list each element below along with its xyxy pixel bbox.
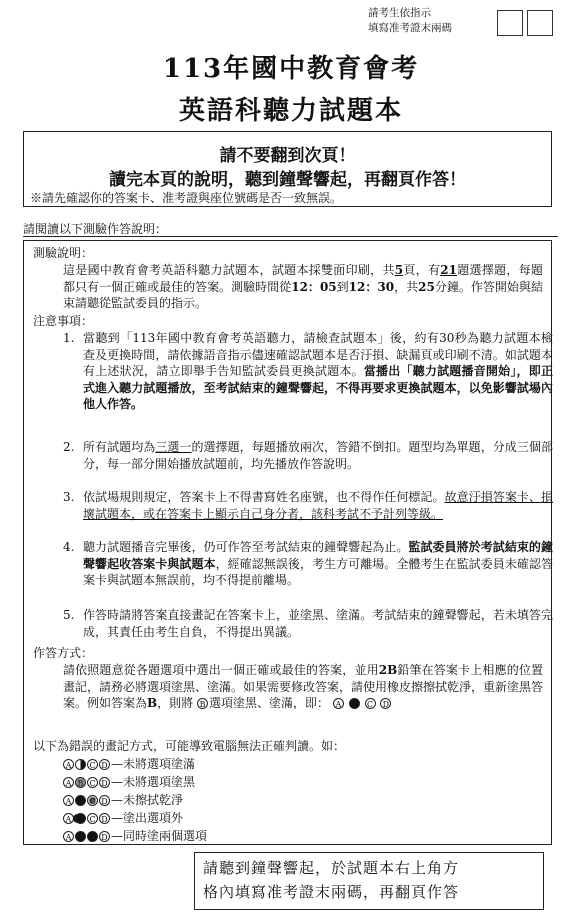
notice-line1: 請不要翻到次頁！	[219, 146, 356, 166]
error-example-2: A B C D —未將選項塗黑	[63, 774, 195, 791]
filled-bubble-icon	[75, 831, 86, 842]
top-note-line2: 填寫准考證末兩碼	[368, 22, 452, 34]
booklet-title: 英語科聽力試題本	[178, 96, 403, 126]
error-example-5: A D —同時塗兩個選項	[63, 828, 207, 845]
gray-bubble-icon: B	[75, 777, 86, 788]
read-note: 請閱讀以下測驗作答說明：	[23, 222, 168, 236]
notice-line3: ※請先確認你的答案卡、准考證與座位號碼是否一致無誤。	[30, 191, 343, 205]
bubble-d-icon: D	[380, 698, 391, 709]
exam-desc-text: 這是國中教育會考英語科聽力試題本，試題本採雙面印刷，共5頁，有21題選擇題，每題都只有一個正確或最佳的答案。測驗時間從12：05到12：30，共25分鐘。作答開始與結束請聽從監試委員的指示。	[63, 263, 543, 310]
digit-box-1[interactable]	[497, 10, 523, 36]
bubble-filled-icon	[349, 698, 360, 709]
bubble-a-icon: A	[333, 698, 344, 709]
error-example-1: A C D —未將選項塗滿	[63, 756, 195, 773]
notes-heading: 注意事項：	[33, 314, 94, 328]
filled-bubble-icon	[87, 831, 98, 842]
bottom-note-line2: 格內填寫准考證末兩碼，再翻頁作答	[203, 883, 460, 901]
error-example-3: A C D —未擦拭乾淨	[63, 792, 183, 809]
top-note-line1: 請考生依指示	[368, 7, 431, 19]
bubble-b-icon: B	[197, 698, 208, 709]
bubble-c-icon: C	[365, 698, 376, 709]
exam-title: 113年國中教育會考	[162, 54, 420, 84]
errors-heading: 以下為錯誤的畫記方式，可能導致電腦無法正確判讀。如：	[33, 739, 346, 753]
notice-box	[23, 131, 552, 207]
bottom-note-line1: 請聽到鐘聲響起，於試題本右上角方	[203, 859, 460, 877]
smudged-bubble-icon: C	[87, 795, 98, 806]
filled-bubble-icon	[75, 795, 86, 806]
digit-box-2[interactable]	[527, 10, 553, 36]
divider	[23, 236, 558, 237]
bottom-instruction-box	[194, 852, 544, 910]
exam-desc-heading: 測驗說明：	[33, 246, 94, 260]
notice-line2: 讀完本頁的說明，聽到鐘聲響起，再翻頁作答！	[109, 170, 466, 190]
answer-method-text: 請依照題意從各題選項中選出一個正確或最佳的答案，並用2B鉛筆在答案卡上相應的位置畫記，請務必將選項塗黑、塗滿。如果需要修改答案，請使用橡皮擦擦拭乾淨，重新塗黑答案。例如答案為B，則將 B 選項塗黑、塗滿，即： A C D	[63, 663, 544, 710]
answer-method-heading: 作答方式：	[33, 646, 94, 660]
instructions-box: 測驗說明： 這是國中教育會考英語科聽力試題本，試題本採雙面印刷，共5頁，有21題選擇題，每題都只有一個正確或最佳的答案。測驗時間從12：05到12：30，共25分鐘。作答開始與結束請聽從監試委員的指示。 注意事項： 1. 當聽到「113年國中教育會考英語聽力，請檢查試題本」後，約有30秒為聽力試題本檢查及更換時間，請依據語音指示儘速確認試題本是否汙損、缺漏頁或印刷不清。如試題本有上述狀況，請立即舉手告知監試委員更換試題本。當播出「聽力試題播音開始」，即正式進入聽力試題播放，至考試結束的鐘聲響起，不得再要求更換試題本，以免影響試場內他人作答。 2. 所有試題均為三選一的選擇題，每題播放兩次，答錯不倒扣。題型均為單題，分成三個部分，每一部分開始播放試題前，均先播放作答說明。 3. 依試場規則規定，答案卡上不得書寫姓名座號，也不得作任何標記。故意汙損答案卡、損壞試題本，或在答案卡上顯示自己身分者，該科考試不予計列等級。 4. 聽力試題播音完畢後，仍可作答至考試結束的鐘聲響起為止。監試委員將於考試結束的鐘聲響起收答案卡與試題本，經確認無誤後，考生方可離場。全體考生在監試委員未確認答案卡與試題本無誤前，均不得提前離場。 5. 作答時請將答案直接畫記在答案卡上，並塗黑、塗滿。考試結束的鐘聲響起，若未填答完成，其責任由考生自負，不得提出異議。 作答方式： 請依照題意從各題選項中選出一個正確或最佳的答案，並用2B鉛筆在答案卡上相應的位置畫記，請務必將選項塗黑、塗滿。如果需要修改答案，請使用橡皮擦擦拭乾淨，重新塗黑答案。例如答案為B，則將 B 選項塗黑、塗滿，即： A C D 以下為錯誤的畫記方式，可能導致電腦無法正確判讀。如： A C D —未將選項塗滿 A B C D —未將選項塗黑 A C D —未擦拭乾淨 A C D —塗出選項外 A D —同時塗兩個選項	[23, 240, 552, 845]
error-example-4: A C D —塗出選項外	[63, 810, 183, 827]
overflow-bubble-icon	[75, 813, 86, 824]
half-filled-bubble-icon	[75, 759, 86, 770]
top-note	[368, 6, 452, 36]
